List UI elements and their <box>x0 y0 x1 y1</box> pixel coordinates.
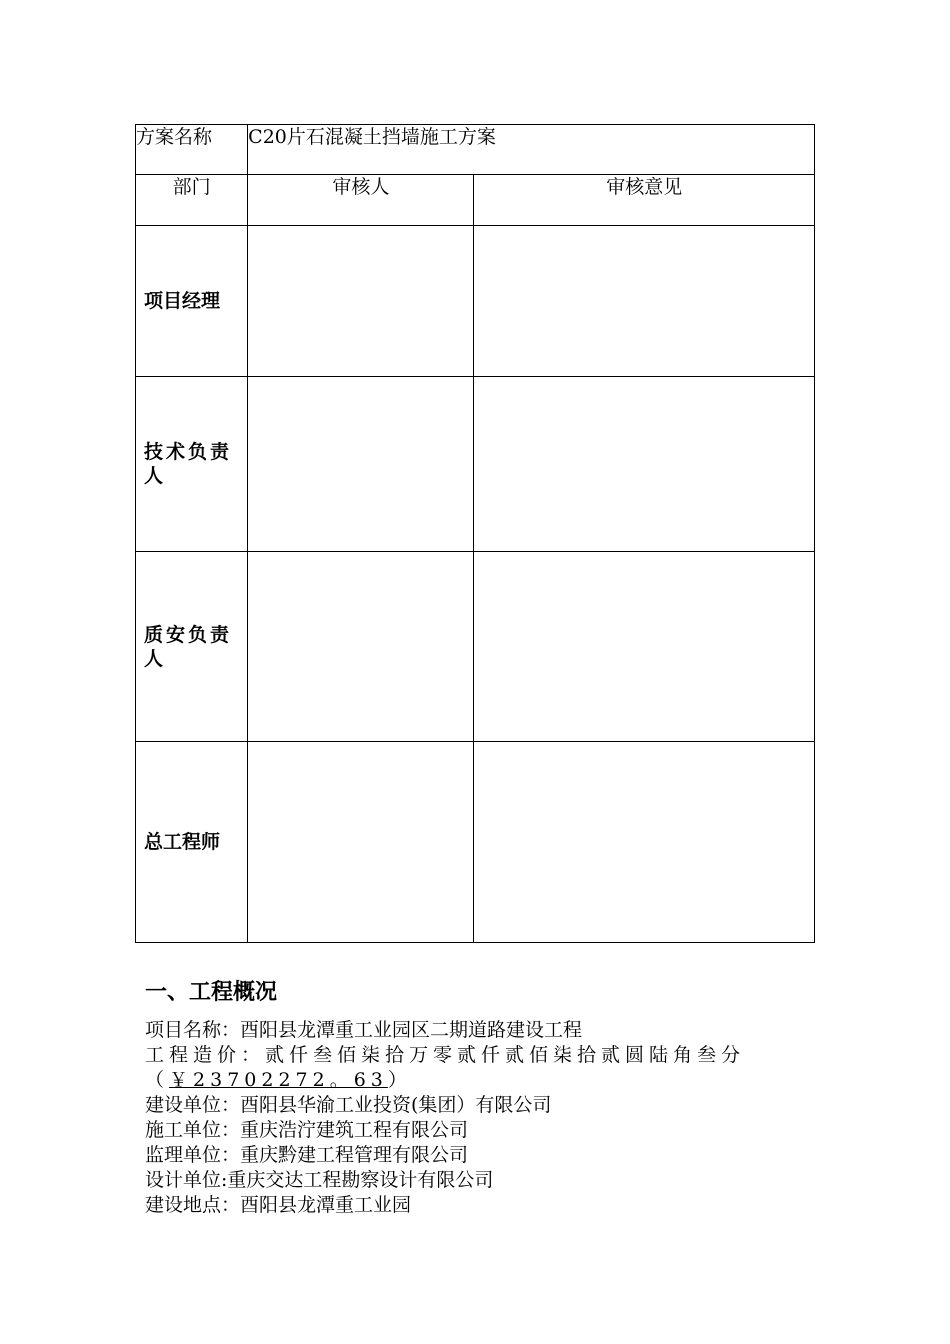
opinion-cell <box>474 226 815 377</box>
project-cost-line <box>145 1043 810 1093</box>
table-row <box>136 226 815 377</box>
review-approval-table <box>135 124 815 943</box>
role-chief-engineer: 总工程师 <box>136 742 248 943</box>
table-header-row <box>136 175 815 226</box>
reviewer-cell <box>248 742 474 943</box>
plan-name-value: C20片石混凝土挡墙施工方案 <box>248 125 815 175</box>
table-row <box>136 377 815 552</box>
owner-line: 建设单位：酉阳县华渝工业投资(集团）有限公司 <box>145 1094 552 1116</box>
reviewer-cell <box>248 552 474 742</box>
cost-close: ） <box>387 1069 412 1091</box>
cost-label: 工程造价：贰仟叁佰柒拾万零贰仟贰佰柒拾贰圆陆角叁分（ <box>145 1044 746 1091</box>
header-department: 部门 <box>136 175 248 226</box>
opinion-cell <box>474 742 815 943</box>
plan-name-label: 方案名称 <box>136 125 248 175</box>
plan-name-row <box>136 125 815 175</box>
table-row <box>136 742 815 943</box>
project-name-line: 项目名称：酉阳县龙潭重工业园区二期道路建设工程 <box>145 1019 583 1041</box>
opinion-cell <box>474 377 815 552</box>
supervisor-line: 监理单位：重庆黔建工程管理有限公司 <box>145 1144 469 1166</box>
header-review-opinion: 审核意见 <box>474 175 815 226</box>
cost-amount: ￥23702272。63 <box>169 1069 388 1091</box>
role-quality-safety-lead: 质安负责人 <box>136 552 248 742</box>
section-title: 一、工程概况 <box>145 980 278 1005</box>
role-technical-lead: 技术负责人 <box>136 377 248 552</box>
location-line: 建设地点：酉阳县龙潭重工业园 <box>145 1194 412 1216</box>
reviewer-cell <box>248 377 474 552</box>
designer-line: 设计单位:重庆交达工程勘察设计有限公司 <box>145 1169 494 1191</box>
role-project-manager: 项目经理 <box>136 226 248 377</box>
reviewer-cell <box>248 226 474 377</box>
table-row <box>136 552 815 742</box>
contractor-line: 施工单位：重庆浩泞建筑工程有限公司 <box>145 1119 469 1141</box>
header-reviewer: 审核人 <box>248 175 474 226</box>
opinion-cell <box>474 552 815 742</box>
project-overview <box>145 1018 810 1218</box>
